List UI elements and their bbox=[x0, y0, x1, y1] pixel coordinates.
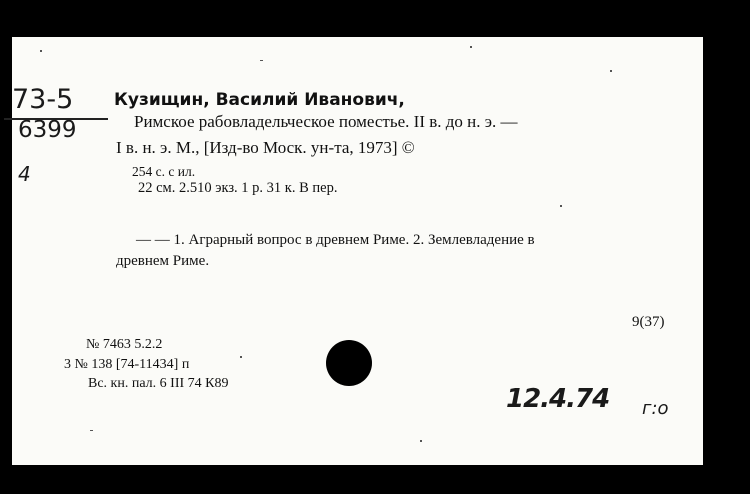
handwritten-mark: г:о bbox=[642, 398, 669, 419]
accession-line-2: 3 № 138 [74-11434] п bbox=[64, 357, 190, 372]
subject-headings-2: древнем Риме. bbox=[116, 253, 210, 269]
physical-description-2: 22 см. 2.510 экз. 1 р. 31 к. В пер. bbox=[138, 180, 338, 196]
scan-speck bbox=[610, 70, 612, 72]
call-number-note: 4 bbox=[18, 162, 31, 186]
physical-description-1: 254 с. с ил. bbox=[132, 164, 196, 179]
title-line-1: Римское рабовладельческое поместье. II в. до н. э. — bbox=[134, 112, 518, 131]
classification-number: 9(37) bbox=[632, 314, 665, 330]
scan-speck bbox=[420, 440, 422, 442]
title-line-2: I в. н. э. М., [Изд-во Моск. ун-та, 1973] © bbox=[116, 138, 415, 157]
handwritten-date: 12.4.74 bbox=[506, 384, 610, 414]
scan-speck bbox=[260, 60, 263, 61]
author-heading: Кузищин, Василий Иванович, bbox=[114, 90, 405, 110]
subject-headings-1: — — 1. Аграрный вопрос в древнем Риме. 2. Землевладение в bbox=[136, 232, 535, 248]
punch-hole bbox=[326, 340, 372, 386]
scan-speck bbox=[40, 50, 42, 52]
call-number-bottom: 6399 bbox=[18, 117, 77, 143]
scan-speck bbox=[240, 356, 242, 358]
call-number-top: 73-5 bbox=[12, 84, 74, 115]
scan-speck bbox=[560, 205, 562, 207]
scan-speck bbox=[90, 430, 93, 431]
scan-speck bbox=[470, 46, 472, 48]
accession-line-3: Вс. кн. пал. 6 III 74 К89 bbox=[88, 376, 229, 391]
accession-line-1: № 7463 5.2.2 bbox=[86, 337, 163, 352]
